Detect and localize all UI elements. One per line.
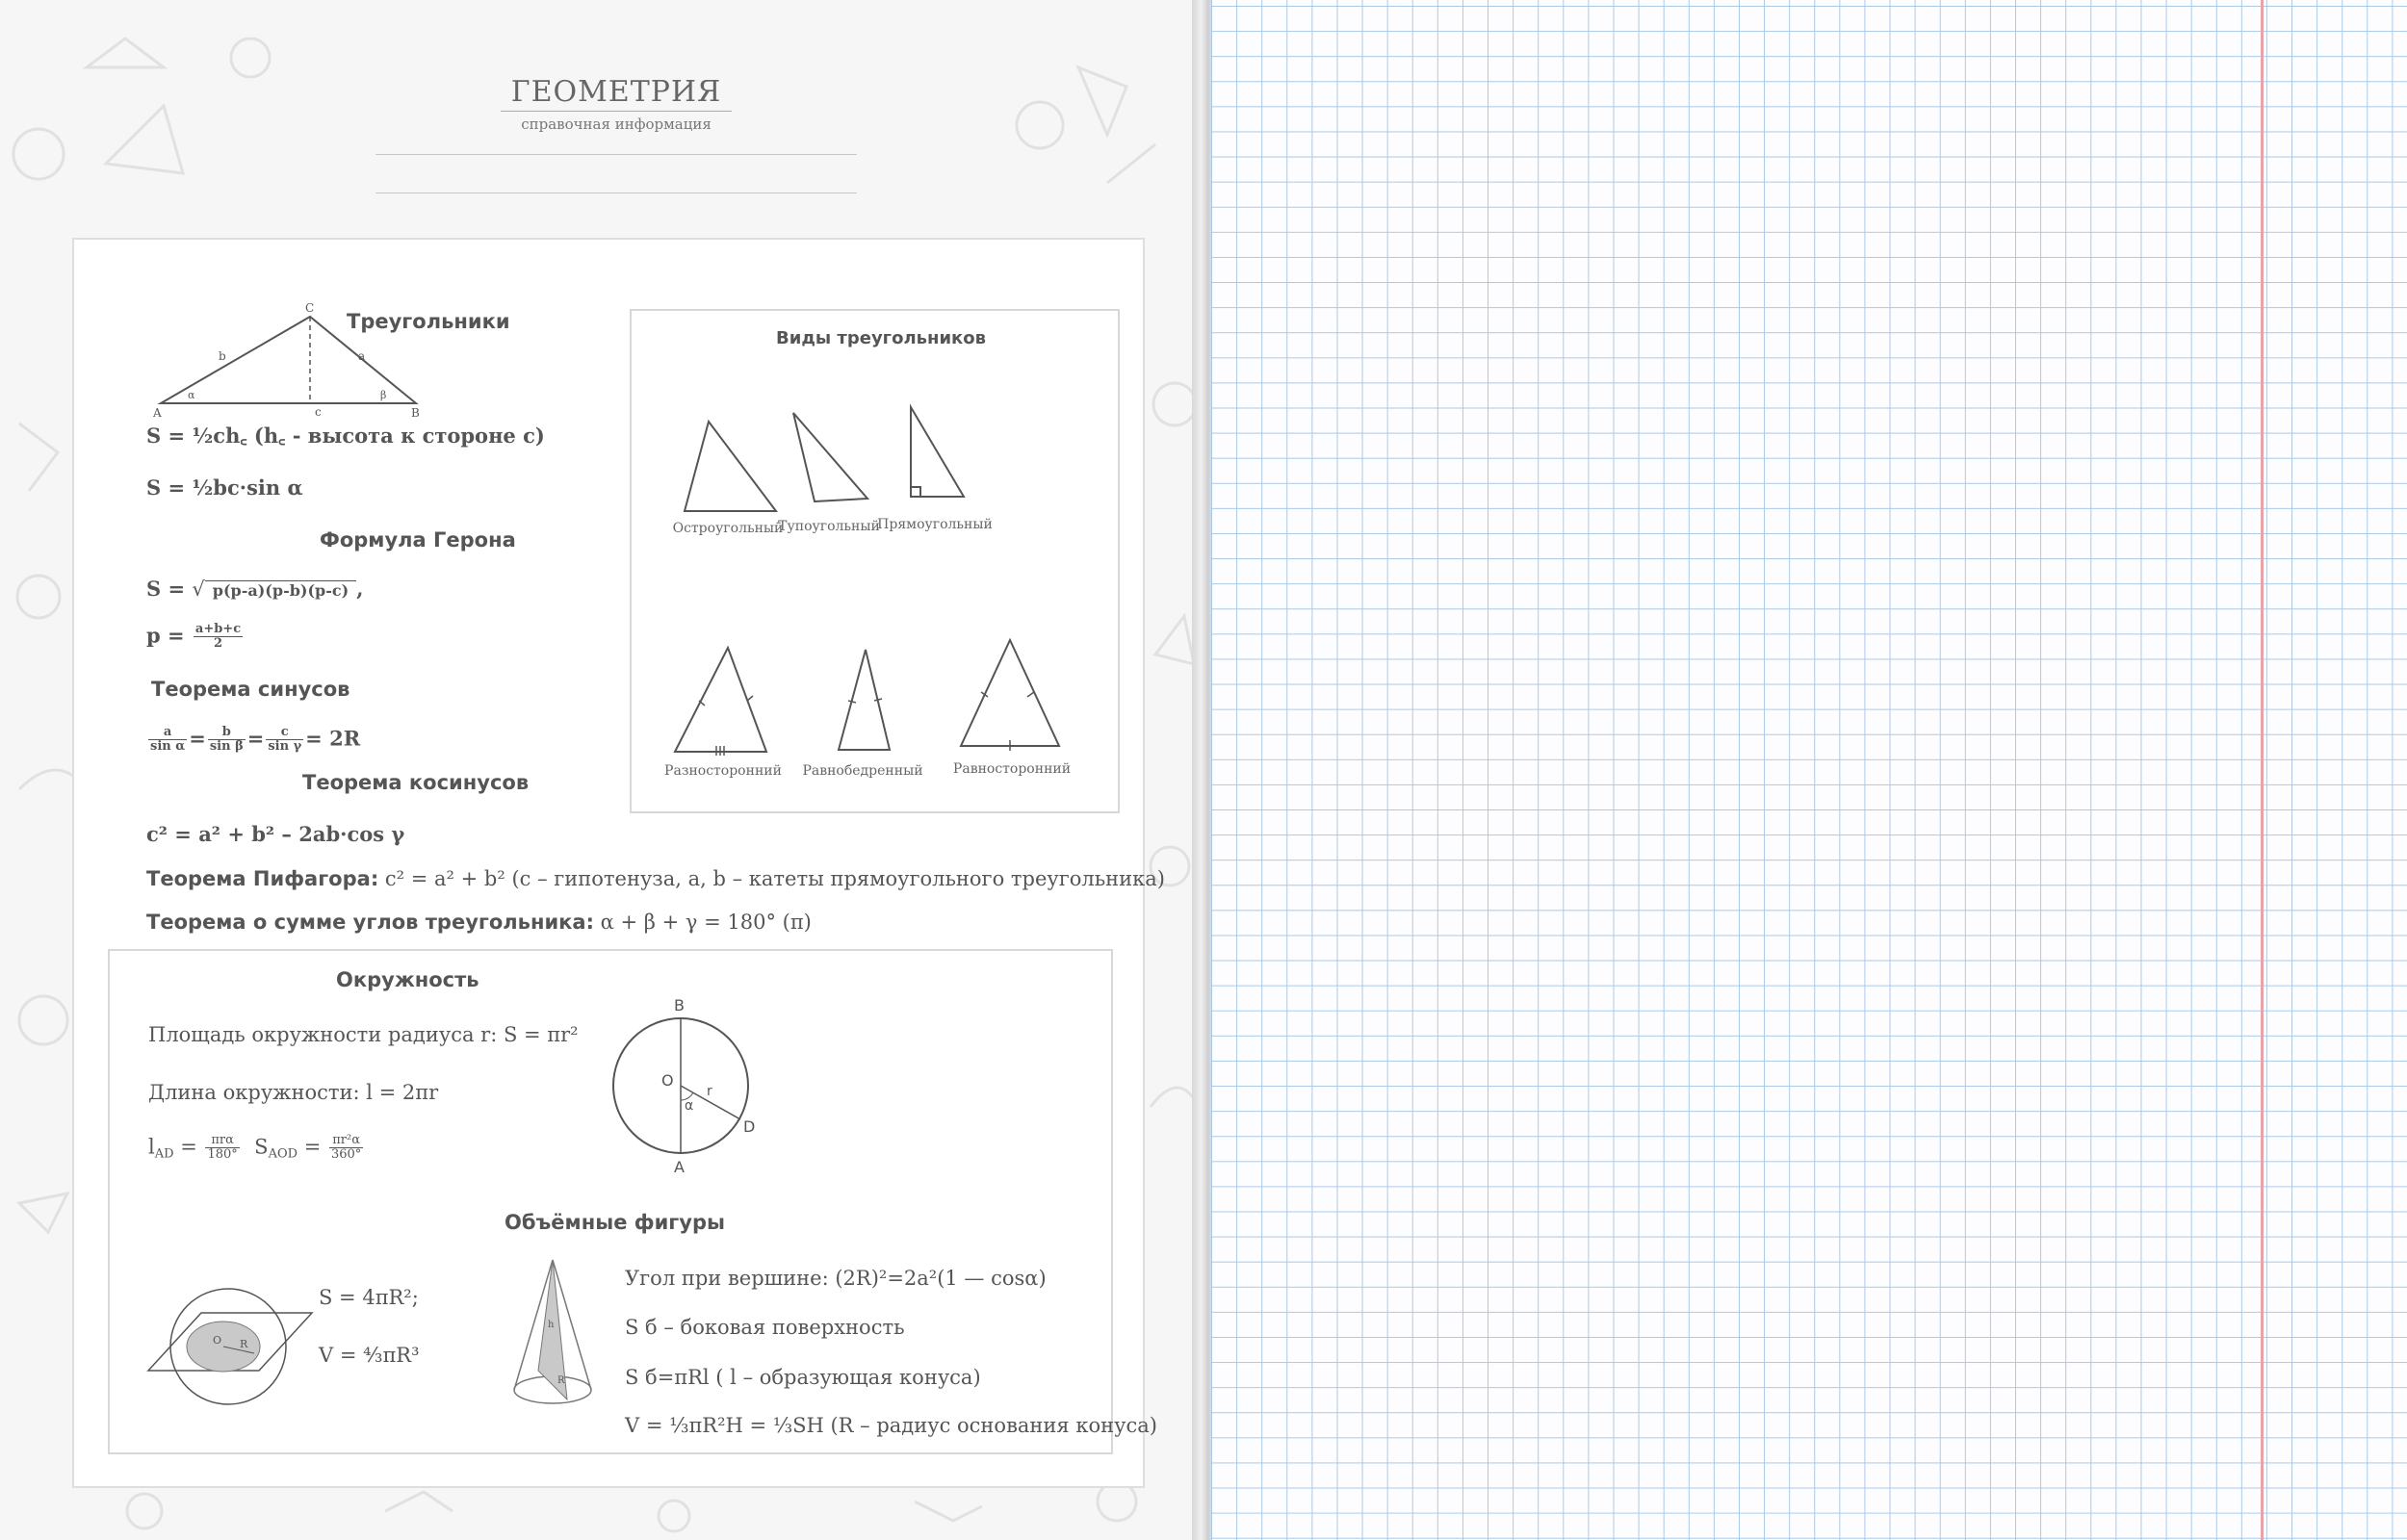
heron-s-prefix: S = bbox=[146, 577, 186, 601]
cone-side-formula: S б=πRl ( l – образующая конуса) bbox=[625, 1366, 981, 1389]
circle-d-label: D bbox=[743, 1117, 756, 1136]
angle-sum-line bbox=[146, 911, 812, 934]
vertex-b-label: B bbox=[411, 406, 420, 418]
cone-diagram bbox=[509, 1255, 596, 1414]
cone-h-label: h bbox=[548, 1320, 555, 1330]
type-right-label: Прямоугольный bbox=[877, 517, 993, 532]
circle-box bbox=[108, 949, 1113, 1194]
sphere-o-label: O bbox=[213, 1334, 222, 1347]
arc-prefix: l bbox=[148, 1135, 155, 1159]
sphere-r-label: R bbox=[240, 1338, 248, 1350]
circle-alpha-label: α bbox=[685, 1098, 694, 1114]
solids-heading: Объёмные фигуры bbox=[505, 1211, 725, 1234]
cone-apex: Угол при вершине: (2R)²=2a²(1 — cosα) bbox=[625, 1267, 1047, 1290]
heron-p-prefix: p = bbox=[146, 623, 185, 648]
class-line bbox=[375, 192, 857, 193]
title-block bbox=[501, 75, 732, 133]
type-scalene-label: Разносторонний bbox=[664, 763, 782, 779]
type-obtuse-label: Тупоугольный bbox=[778, 519, 880, 534]
margin-line bbox=[2261, 0, 2264, 1540]
heron-p-num: a+b+c bbox=[194, 622, 242, 636]
circle-diagram bbox=[610, 989, 764, 1192]
pythagoras-text: c² = a² + b² (c – гипотенуза, a, b – катеты прямоугольного треугольника) bbox=[384, 867, 1165, 890]
circle-r-label: r bbox=[707, 1084, 712, 1099]
pythagoras-label: Теорема Пифагора: bbox=[146, 867, 379, 890]
vertex-a-label: A bbox=[153, 406, 162, 418]
sines-num-a: a bbox=[148, 726, 187, 740]
sphere-diagram bbox=[143, 1265, 317, 1428]
beta-label: β bbox=[380, 389, 387, 401]
triangle-types-box bbox=[630, 309, 1120, 813]
side-a-label: a bbox=[358, 349, 366, 363]
type-isosceles-label: Равнобедренный bbox=[802, 763, 923, 779]
alpha-label: α bbox=[188, 389, 195, 401]
circle-a-label: A bbox=[674, 1158, 685, 1176]
page-subtitle: справочная информация bbox=[521, 116, 712, 133]
circle-b-label: B bbox=[674, 996, 685, 1014]
sines-num-c: c bbox=[266, 726, 303, 740]
arc-num: πrα bbox=[205, 1134, 239, 1148]
sector-sub: AOD bbox=[268, 1146, 298, 1162]
cone-volume: V = ⅓πR²H = ⅓SH (R – радиус основания конуса) bbox=[625, 1414, 1157, 1437]
angle-sum-text: α + β + γ = 180° (π) bbox=[600, 911, 812, 934]
sphere-volume: V = ⁴⁄₃πR³ bbox=[319, 1344, 420, 1367]
arc-den: 180° bbox=[207, 1147, 238, 1163]
sphere-area: S = 4πR²; bbox=[319, 1286, 419, 1309]
graph-paper-page bbox=[1211, 0, 2407, 1540]
sines-num-b: b bbox=[208, 726, 246, 740]
cone-r-label: R bbox=[557, 1375, 565, 1386]
arc-sector-formulas: $l_{AD}$ = $\frac{\text{πrα}}{180^\circ}$ $S_{AOD}$ = $\frac{\text{πr²α}}{360^\circ}$ bbox=[148, 1133, 362, 1163]
reference-page bbox=[0, 0, 1199, 1540]
cone-side: S б – боковая поверхность bbox=[625, 1316, 905, 1339]
vertex-c-label: C bbox=[305, 301, 315, 315]
heron-p-den: 2 bbox=[213, 636, 223, 652]
sector-num: πr²α bbox=[329, 1134, 363, 1148]
circle-area: Площадь окружности радиуса r: S = πr² bbox=[148, 1023, 579, 1046]
type-equilateral-label: Равносторонний bbox=[952, 761, 1072, 777]
heron-heading: Формула Герона bbox=[320, 528, 516, 552]
sines-heading: Теорема синусов bbox=[151, 678, 350, 701]
sines-den-a: sin α bbox=[150, 739, 186, 755]
sines-den-c: sin γ bbox=[268, 739, 302, 755]
triangle-types-drawings bbox=[632, 311, 1118, 811]
circle-heading: Окружность bbox=[336, 968, 479, 991]
solids-box bbox=[108, 1188, 1157, 1454]
side-c-label: c bbox=[315, 405, 322, 418]
area-formula-2: S = ½bc·sin α bbox=[146, 475, 303, 500]
arc-sub: AD bbox=[154, 1146, 174, 1162]
sines-result: = 2R bbox=[305, 726, 361, 751]
angle-sum-label: Теорема о сумме углов треугольника: bbox=[146, 911, 594, 934]
heron-formula: S = √ p(p-a)(p-b)(p-c) , bbox=[146, 577, 364, 601]
area-formula-1: S = ½ch꜀ (h꜀ - высота к стороне с) bbox=[146, 424, 545, 448]
triangle-types-heading: Виды треугольников bbox=[776, 328, 987, 348]
sines-formula: $\frac{a}{\text{sin α}}$ = $\frac{b}{\text{sin β}}$ = $\frac{c}{\text{sin γ}}$ = 2R bbox=[150, 725, 361, 755]
side-b-label: b bbox=[219, 349, 226, 363]
heron-p-formula bbox=[146, 623, 245, 652]
type-acute-label: Остроугольный bbox=[672, 521, 784, 536]
heron-radicand: p(p-a)(p-b)(p-c) bbox=[205, 580, 356, 600]
sines-den-b: sin β bbox=[209, 739, 244, 755]
circle-o-label: O bbox=[661, 1071, 674, 1090]
name-line bbox=[375, 154, 857, 155]
triangles-heading: Треугольники bbox=[347, 310, 510, 333]
page-title: ГЕОМЕТРИЯ bbox=[501, 75, 732, 112]
pythagoras-line bbox=[146, 867, 1165, 890]
sector-prefix: S bbox=[254, 1135, 269, 1159]
reference-card bbox=[72, 238, 1165, 1488]
cosines-formula: c² = a² + b² – 2ab·cos γ bbox=[146, 822, 405, 846]
cosines-heading: Теорема косинусов bbox=[302, 771, 530, 794]
sector-den: 360° bbox=[330, 1147, 362, 1163]
circle-length: Длина окружности: l = 2πr bbox=[148, 1081, 439, 1104]
